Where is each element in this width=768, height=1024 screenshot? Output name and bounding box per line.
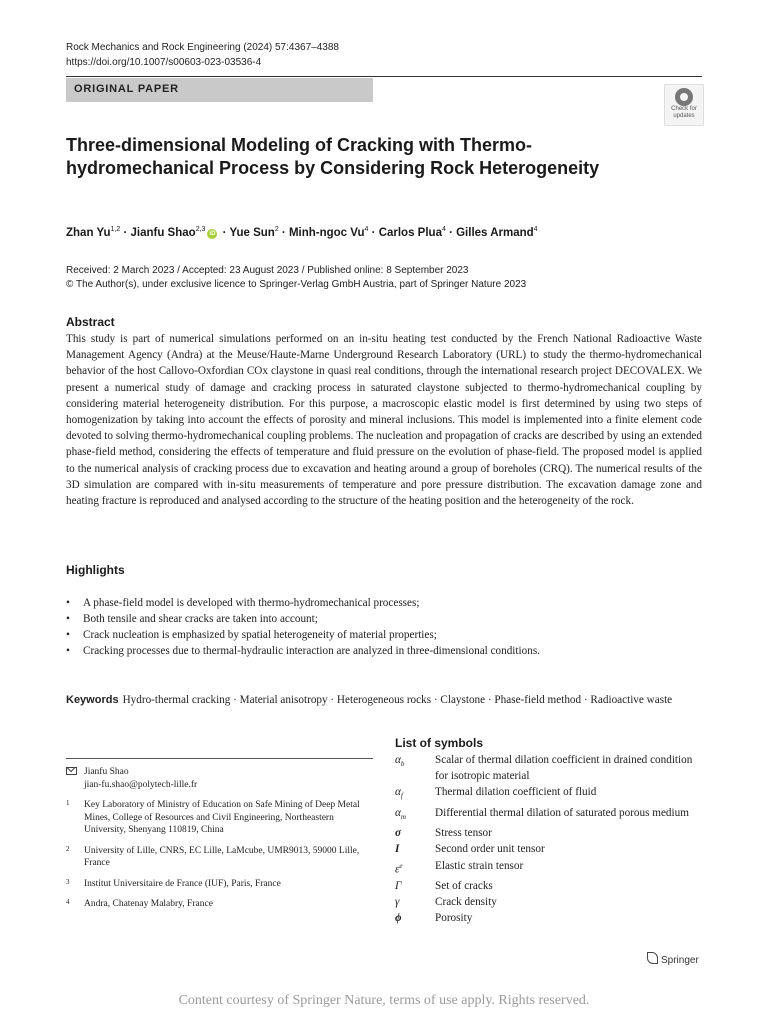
publication-dates: Received: 2 March 2023 / Accepted: 23 August 2023 / Published online: 8 September 2023 [66, 265, 469, 276]
section-label: ORIGINAL PAPER [74, 83, 179, 95]
symbol-description: Second order unit tensor [435, 843, 545, 856]
author-name[interactable]: Minh-ngoc Vu [288, 226, 365, 239]
check-updates-icon [675, 88, 693, 106]
symbol-description: Crack density [435, 895, 497, 908]
symbol: σ [395, 827, 402, 840]
author-name[interactable]: Yue Sun [229, 226, 275, 239]
author-affiliation: 4 [533, 226, 538, 233]
symbol-row [395, 878, 705, 894]
symbol-row [395, 805, 705, 825]
affiliation-text: Andra, Chatenay Malabry, France [84, 899, 213, 909]
symbol: ϕ [395, 912, 402, 925]
doi-link[interactable]: https://doi.org/10.1007/s00603-023-03536-4 [66, 57, 262, 68]
author-name[interactable]: Gilles Armand [456, 226, 534, 239]
symbols-heading: List of symbols [395, 736, 484, 750]
highlight-item: • Both tensile and shear cracks are taken into account; [66, 611, 702, 627]
abstract-heading: Abstract [66, 315, 115, 329]
symbol: $\alpha_m$ [395, 806, 406, 822]
header-rule [66, 76, 702, 77]
affiliation-footnote [66, 845, 373, 870]
journal-citation: Rock Mechanics and Rock Engineering (2024) 57:4367–4388 [66, 42, 339, 53]
symbol-description: Set of cracks [435, 879, 493, 892]
check-updates-line2: updates [673, 113, 695, 119]
symbol-row [395, 910, 705, 926]
correspondence-footnote [66, 766, 373, 791]
symbol: $\alpha_b$ [395, 754, 405, 769]
symbol-description: Stress tensor [435, 827, 492, 840]
author-separator: · [120, 226, 131, 239]
symbol-description: Scalar of thermal dilation coefficient in drained condition for isotropic material [435, 754, 693, 783]
highlight-item: • Crack nucleation is emphasized by spatial heterogeneity of material properties; [66, 627, 702, 643]
affiliation-number: 2 [66, 844, 70, 853]
dates-block [66, 264, 526, 292]
affiliation-number: 4 [66, 898, 70, 906]
highlight-item: • Cracking processes due to thermal-hydraulic interaction are analyzed in three-dimensional conditions. [66, 643, 702, 659]
publisher-name: Springer [661, 955, 699, 966]
affiliation-footnote [66, 898, 373, 911]
affiliation-number: 1 [66, 799, 70, 807]
highlight-item: • A phase-field model is developed with thermo-hydromechanical processes; [66, 595, 702, 611]
keywords-label: Keywords [66, 694, 119, 706]
author-affiliation: 1,2 [110, 226, 121, 233]
author-name[interactable]: Carlos Plua [378, 226, 442, 239]
symbol: I [395, 843, 400, 856]
highlights-list [66, 595, 702, 659]
author-list [66, 226, 538, 239]
symbol-description: Elastic strain tensor [435, 859, 524, 872]
author-separator: · [368, 226, 379, 239]
correspondence-name: Jianfu Shao [84, 767, 129, 777]
envelope-icon [66, 767, 77, 775]
footnote-rule [66, 758, 373, 759]
affiliation-footnote [66, 799, 373, 837]
orcid-icon[interactable]: iD [209, 230, 216, 237]
journal-header [66, 40, 339, 70]
copyright-line: © The Author(s), under exclusive licence to Springer-Verlag GmbH Austria, part of Springer Nature 2023 [66, 279, 527, 290]
symbol-row [395, 825, 705, 841]
symbol-row [395, 858, 705, 878]
author-separator: · [445, 226, 457, 239]
symbol-row [395, 752, 705, 784]
symbol: Γ [395, 879, 402, 892]
author-separator: · [219, 226, 230, 239]
symbols-list [395, 752, 705, 926]
affiliation-number: 3 [66, 877, 70, 886]
keywords-text: Hydro-thermal cracking · Material anisotropy · Heterogeneous rocks · Claystone · Phase-field method · Radioactive waste [122, 694, 673, 706]
symbol: $\alpha_f$ [395, 786, 403, 801]
check-for-updates-button[interactable] [664, 84, 704, 126]
symbol: $\varepsilon^e$ [395, 861, 403, 876]
symbol-row [395, 894, 705, 910]
author-separator: · [278, 226, 289, 239]
affiliation-footnote [66, 878, 373, 891]
correspondence-email[interactable]: jian-fu.shao@polytech-lille.fr [84, 779, 198, 790]
author-name[interactable]: Zhan Yu [66, 226, 111, 239]
affiliation-text: University of Lille, CNRS, EC Lille, LaMcube, UMR9013, 59000 Lille, France [84, 845, 360, 868]
symbol-description: Differential thermal dilation of saturated porous medium [435, 806, 689, 819]
courtesy-notice: Content courtesy of Springer Nature, terms of use apply. Rights reserved. [178, 993, 590, 1008]
author-affiliation: 4 [441, 226, 446, 233]
section-label-bar [66, 78, 373, 102]
author-affiliation: 4 [364, 226, 369, 233]
affiliation-text: Key Laboratory of Ministry of Education on Safe Mining of Deep Metal Mines, College of Resources and Civil Engineering, Northeastern University, Shenyang 110819, China [84, 800, 360, 835]
symbol: γ [395, 895, 400, 908]
author-affiliation: 2,3 [195, 226, 206, 233]
author-affiliation: 2 [274, 226, 279, 233]
publisher-logo [647, 952, 699, 966]
symbol-row [395, 841, 705, 857]
springer-horse-icon [647, 952, 658, 964]
footnotes [66, 766, 373, 919]
author-name[interactable]: Jianfu Shao [130, 226, 196, 239]
check-updates-line1: Check for [671, 106, 697, 112]
symbol-description: Porosity [435, 912, 473, 925]
affiliation-text: Institut Universitaire de France (IUF), Paris, France [84, 878, 281, 889]
symbol-row [395, 784, 705, 804]
abstract-text: This study is part of numerical simulations performed on an in-situ heating test conducted by the French National Radioactive Waste Management Agency (Andra) at the Meuse/Haute-Marne Underground Research Laboratory (URL) to study the thermo-hydromechanical behavior of the host Callovo-Oxfordian COx claystone in quasi real conditions, through the international research project DECOVALEX. We present a numerical study of damage and cracking process in saturated claystone subjected to thermo-hydromechanical coupling by considering material heterogeneity distribution. For this purpose, a macroscopic elastic model is first determined by using two steps of homogenization by taking into account the effects of porosity and mineral inclusions. This model is implemented into a finite element code devoted to solving thermo-hydromechanical coupling problems. The nucleation and propagation of cracks are described by using an extended phase-field method, considering the effects of temperature and fluid pressure on the evolution of phase-field. The proposed model is applied to the numerical analysis of cracking process due to excavation and heating around a group of boreholes (CRQ). The numerical results of the 3D simulation are compared with in-situ measurements of temperature and pore pressure distribution. The excavation damage zone and heating fracture is reproduced and analysed according to the structure of the heating position and the heterogeneity of the rock. [66, 333, 702, 508]
highlights-heading: Highlights [66, 563, 125, 577]
symbol-description: Thermal dilation coefficient of fluid [435, 786, 597, 799]
paper-title: Three-dimensional Modeling of Cracking with Thermo-hydromechanical Process by Considering Rock Heterogeneity [66, 135, 600, 178]
keywords-block [66, 692, 702, 708]
